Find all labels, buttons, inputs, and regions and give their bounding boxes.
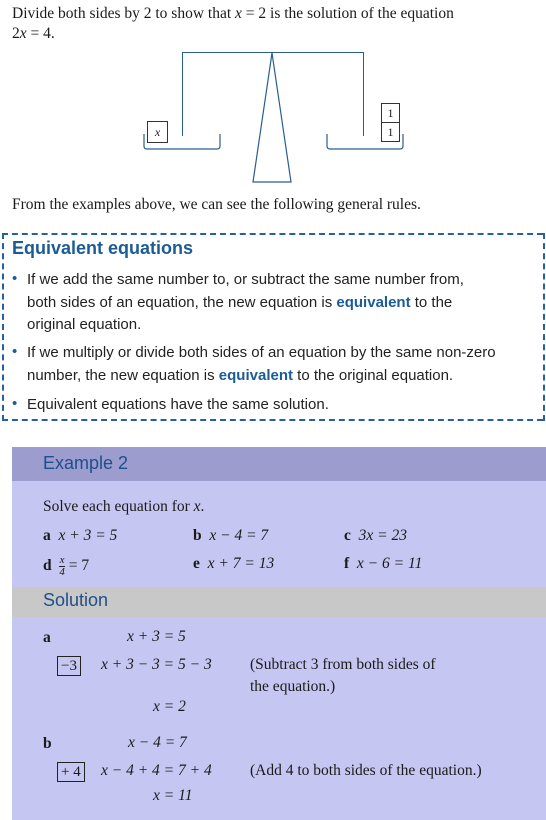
general-rules-text: From the examples above, we can see the following general rules. bbox=[12, 196, 421, 213]
exercise-f: f x − 6 = 11 bbox=[344, 555, 423, 572]
solution-body bbox=[12, 617, 546, 820]
solution-b-label: b bbox=[43, 735, 52, 752]
solution-b-result: x = 11 bbox=[153, 787, 193, 804]
list-item: Equivalent equations have the same solution. bbox=[27, 396, 329, 413]
box-title: Equivalent equations bbox=[12, 238, 194, 258]
unit-weight-box: 1 bbox=[381, 103, 400, 123]
bullet-icon: • bbox=[12, 343, 18, 360]
unit-weight-box: 1 bbox=[381, 122, 400, 142]
list-item: If we add the same number to, or subtract the same number from, both sides of an equation, the new equation is equivalent to the original equation. bbox=[27, 271, 464, 333]
bullet-icon: • bbox=[12, 395, 18, 412]
operation-box: + 4 bbox=[57, 762, 85, 782]
example-title: Example 2 bbox=[43, 453, 129, 473]
solution-a-note: (Subtract 3 from both sides of bbox=[250, 656, 436, 673]
intro-text: Divide both sides by 2 to show that x = 2 is the solution of the equation 2x = 4. bbox=[12, 5, 454, 42]
exercise-b: b x − 4 = 7 bbox=[193, 527, 269, 544]
solution-b-note: (Add 4 to both sides of the equation.) bbox=[250, 762, 482, 779]
exercise-e: e x + 7 = 13 bbox=[193, 555, 275, 572]
exercise-c: c 3x = 23 bbox=[344, 527, 407, 544]
solution-title: Solution bbox=[43, 590, 109, 610]
solution-a-label: a bbox=[43, 629, 51, 646]
solution-a-result: x = 2 bbox=[153, 698, 186, 715]
exercise-d: d $\frac{x}{4}$ = 7 bbox=[43, 554, 90, 578]
x-weight-box: x bbox=[147, 121, 168, 143]
solution-a-line2: x + 3 − 3 = 5 − 3 bbox=[101, 656, 212, 673]
solution-a-note: the equation.) bbox=[250, 678, 336, 695]
solution-b-line1: x − 4 = 7 bbox=[128, 734, 187, 751]
example-instruction: Solve each equation for x. bbox=[43, 498, 205, 515]
fulcrum-icon bbox=[252, 52, 292, 184]
solution-b-line2: x − 4 + 4 = 7 + 4 bbox=[101, 762, 212, 779]
box-border bbox=[540, 233, 545, 421]
list-item: If we multiply or divide both sides of an equation by the same non-zero number, the new equation is equivalent to the original equation. bbox=[27, 344, 496, 384]
solution-a-line1: x + 3 = 5 bbox=[127, 628, 186, 645]
bullet-icon: • bbox=[12, 270, 18, 287]
operation-box: −3 bbox=[57, 656, 81, 676]
exercise-a: a x + 3 = 5 bbox=[43, 527, 118, 544]
